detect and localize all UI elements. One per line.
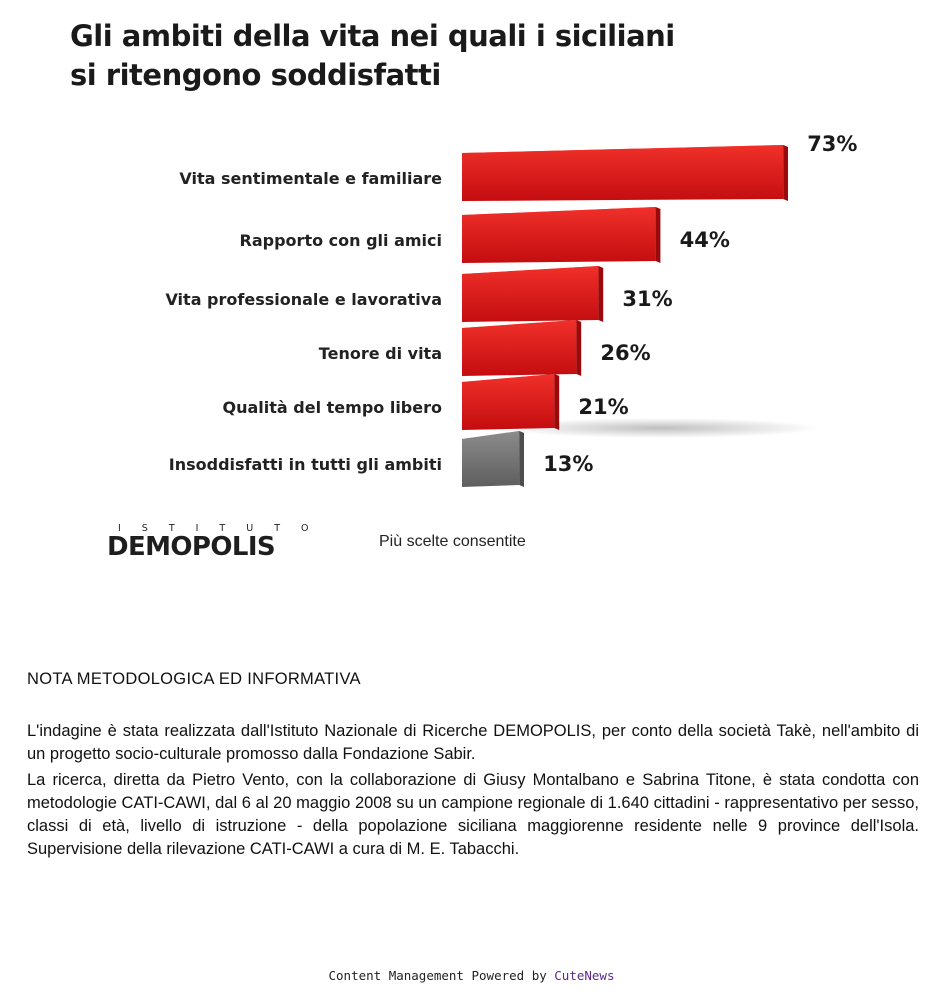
- bar-side-0: [783, 145, 788, 201]
- bar-side-3: [576, 320, 581, 376]
- category-label-0: Vita sentimentale e familiare: [179, 169, 442, 188]
- methodology-paragraph-1: L'indagine è stata realizzata dall'Istituto Nazionale di Ricerche DEMOPOLIS, per conto della società Takè, nell'ambito di un progetto socio-culturale promosso dalla Fondazione Sabir.: [27, 722, 919, 763]
- value-label-0: 73%: [807, 132, 858, 156]
- bar-0: [462, 145, 783, 201]
- bar-4: [462, 374, 554, 430]
- category-label-5: Insoddisfatti in tutti gli ambiti: [168, 455, 442, 474]
- logo-caption-text: ISTITUTO: [118, 523, 330, 534]
- bar-3: [462, 320, 576, 376]
- chart-title-line-2: si ritengono soddisfatti: [70, 58, 441, 92]
- footer-prefix: Content Management Powered by: [328, 968, 555, 983]
- methodology-heading: NOTA METODOLOGICA ED INFORMATIVA: [27, 670, 361, 688]
- multiple-choice-note: Più scelte consentite: [379, 533, 526, 550]
- category-label-1: Rapporto con gli amici: [239, 231, 442, 250]
- category-label-3: Tenore di vita: [318, 344, 442, 363]
- bar-1: [462, 207, 656, 263]
- logo-wordmark-text: DEMOPOLIS: [107, 532, 276, 562]
- bar-2: [462, 266, 598, 322]
- chart-title-line-1: Gli ambiti della vita nei quali i siciliani: [70, 19, 675, 53]
- footer: [0, 968, 943, 983]
- bar-side-4: [554, 374, 559, 430]
- bar-side-2: [598, 266, 603, 322]
- cutenews-link[interactable]: CuteNews: [554, 968, 615, 983]
- bar-side-5: [519, 431, 524, 487]
- category-label-2: Vita professionale e lavorativa: [165, 290, 442, 309]
- value-label-5: 13%: [543, 452, 594, 476]
- value-label-1: 44%: [679, 228, 730, 252]
- methodology-paragraph-2: La ricerca, diretta da Pietro Vento, con la collaborazione di Giusy Montalbano e Sabrina Titone, è stata condotta con metodologie CATI-CAWI, dal 6 al 20 maggio 2008 su un campione regionale di 1.640 cittadini - rappresentativo per sesso, classi di età, livello di istruzione - della popolazione siciliana maggiorenne residente nelle 9 province dell'Isola. Supervisione della rilevazione CATI-CAWI a cura di M. E. Tabacchi.: [27, 771, 919, 858]
- value-label-2: 31%: [622, 287, 673, 311]
- value-label-4: 21%: [578, 395, 629, 419]
- category-label-4: Qualità del tempo libero: [222, 398, 442, 417]
- bar-side-1: [656, 207, 661, 263]
- bar-5: [462, 431, 519, 487]
- demopolis-logo: [107, 523, 329, 562]
- value-label-3: 26%: [600, 341, 651, 365]
